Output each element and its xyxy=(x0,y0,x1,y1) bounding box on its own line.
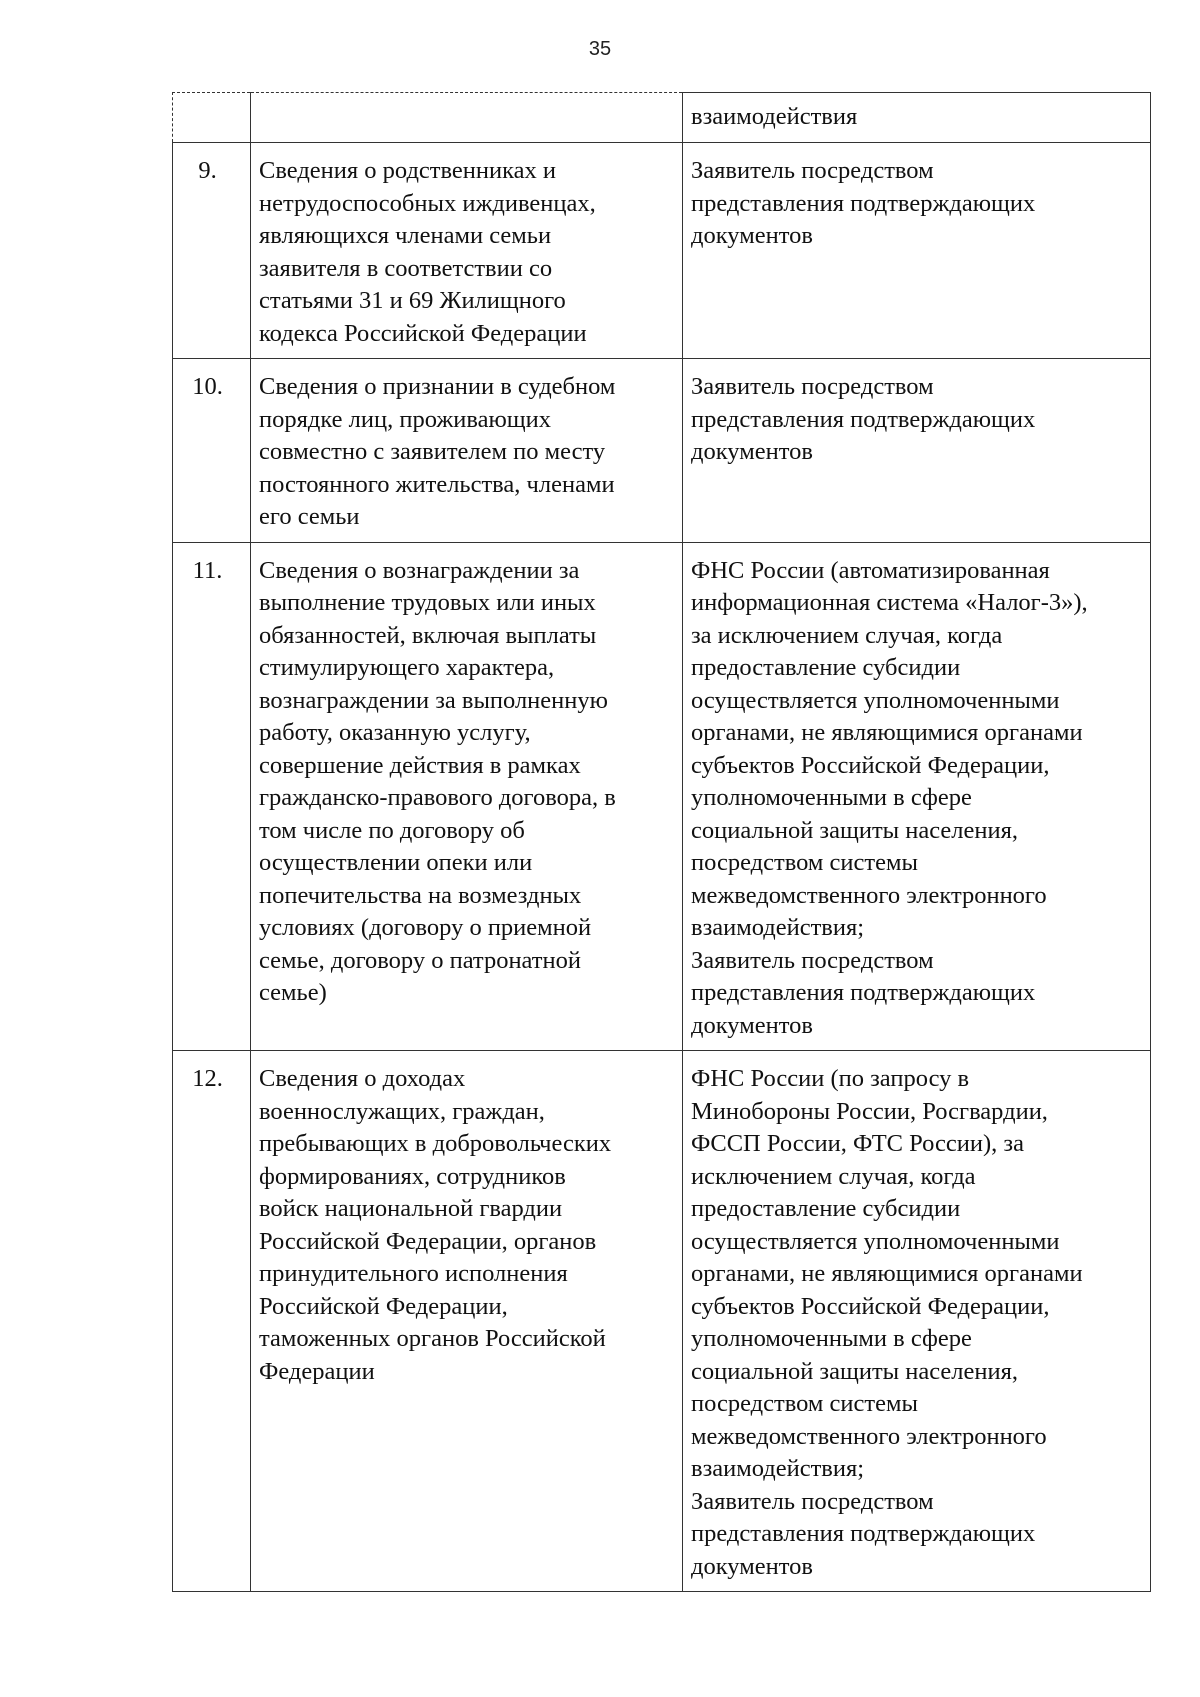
source-text-line: межведомственного электронного xyxy=(691,1422,1047,1450)
page-number: 35 xyxy=(588,38,612,60)
source-text-line: документов xyxy=(691,438,813,465)
information-cell xyxy=(251,1051,683,1592)
table-row xyxy=(173,143,1151,359)
row-number-cell xyxy=(173,1051,251,1592)
source-text-line: за исключением случая, когда xyxy=(691,621,1003,649)
information-text-line: совместно с заявителем по месту xyxy=(259,438,606,465)
information-text-line: заявителя в соответствии со xyxy=(259,254,553,282)
information-text-line: Российской Федерации, органов xyxy=(259,1227,597,1255)
information-text-line: Сведения о доходах xyxy=(259,1065,466,1092)
source-text-line: документов xyxy=(691,222,813,249)
information-text-line: Сведения о родственниках и xyxy=(259,157,557,184)
table-row xyxy=(173,542,1151,1051)
source-text-line: исключением случая, когда xyxy=(691,1162,976,1190)
source-text-line: Минобороны России, Росгвардии, xyxy=(691,1097,1048,1125)
row-number-cell xyxy=(173,143,251,359)
information-text-line: кодекса Российской Федерации xyxy=(259,319,587,347)
information-text-line: выполнение трудовых или иных xyxy=(259,589,596,616)
source-text-line: взаимодействия; xyxy=(691,1455,865,1482)
source-cell xyxy=(683,542,1151,1051)
source-text-line: межведомственного электронного xyxy=(691,881,1047,909)
source-text-line: представления подтверждающих xyxy=(691,1520,1036,1547)
information-text-line: войск национальной гвардии xyxy=(259,1195,563,1222)
information-text-line: стимулирующего характера, xyxy=(259,654,555,681)
information-text-line: гражданско-правового договора, в xyxy=(259,784,616,811)
information-text-line: статьями 31 и 69 Жилищного xyxy=(259,287,566,314)
source-text-line: посредством системы xyxy=(691,1390,918,1417)
information-text-line: обязанностей, включая выплаты xyxy=(259,621,597,649)
source-text-line: ФНС России (автоматизированная xyxy=(691,556,1050,584)
source-text-line: органами, не являющимися органами xyxy=(691,1260,1083,1287)
table-body xyxy=(173,93,1151,1592)
requirements-table xyxy=(172,92,1151,1592)
source-text-line: уполномоченными в сфере xyxy=(691,784,972,811)
information-text-line: порядке лиц, проживающих xyxy=(259,405,552,433)
source-text-line: Заявитель посредством xyxy=(691,157,934,184)
information-text-line: его семьи xyxy=(259,503,360,530)
source-text-line: Заявитель посредством xyxy=(691,1487,934,1515)
row-number: 9. xyxy=(198,157,217,184)
source-cell xyxy=(683,143,1151,359)
information-text-line: таможенных органов Российской xyxy=(259,1325,606,1352)
source-text-line: Заявитель посредством xyxy=(691,373,934,400)
source-cell xyxy=(683,1051,1151,1592)
source-text-line: взаимодействия; xyxy=(691,914,865,941)
information-cell xyxy=(251,542,683,1051)
information-text-line: формированиях, сотрудников xyxy=(259,1162,566,1190)
information-text-line: пребывающих в добровольческих xyxy=(259,1130,612,1157)
table-row xyxy=(173,93,1151,143)
source-text-line: представления подтверждающих xyxy=(691,189,1036,217)
information-text-line: Федерации xyxy=(259,1357,375,1385)
information-text-line: военнослужащих, граждан, xyxy=(259,1097,545,1125)
information-text-line: том числе по договору об xyxy=(259,816,525,844)
source-text-line: осуществляется уполномоченными xyxy=(691,686,1060,714)
source-text-line: осуществляется уполномоченными xyxy=(691,1227,1060,1255)
source-text-line: Заявитель посредством xyxy=(691,946,934,974)
source-text-line: социальной защиты населения, xyxy=(691,1357,1019,1385)
source-text-line: уполномоченными в сфере xyxy=(691,1325,972,1352)
source-text-line: посредством системы xyxy=(691,849,918,876)
source-text-line: представления подтверждающих xyxy=(691,405,1036,433)
source-text-line: представления подтверждающих xyxy=(691,979,1036,1006)
information-text-line: осуществлении опеки или xyxy=(259,849,533,876)
information-text-line: принудительного исполнения xyxy=(259,1260,568,1287)
information-text-line: совершение действия в рамках xyxy=(259,751,581,779)
information-cell xyxy=(251,93,683,143)
source-cell xyxy=(683,93,1151,143)
source-text-line: субъектов Российской Федерации, xyxy=(691,1292,1050,1320)
row-number: 10. xyxy=(192,373,223,400)
information-text-line: постоянного жительства, членами xyxy=(259,470,615,498)
information-cell xyxy=(251,359,683,543)
information-text-line: работу, оказанную услугу, xyxy=(259,719,531,746)
row-number: 11. xyxy=(192,556,223,584)
row-number-cell xyxy=(173,542,251,1051)
row-number: 12. xyxy=(192,1065,223,1092)
source-text-line: ФССП России, ФТС России), за xyxy=(691,1130,1024,1157)
information-text-line: семье) xyxy=(259,979,327,1006)
source-text-line: документов xyxy=(691,1552,813,1580)
information-text-line: семье, договору о патронатной xyxy=(259,946,581,974)
information-text-line: Сведения о вознаграждении за xyxy=(259,556,580,584)
information-cell xyxy=(251,143,683,359)
source-text-line: ФНС России (по запросу в xyxy=(691,1065,970,1092)
source-text-line: предоставление субсидии xyxy=(691,654,961,681)
table-row xyxy=(173,359,1151,543)
source-text-line: предоставление субсидии xyxy=(691,1195,961,1222)
row-number-cell xyxy=(173,93,251,143)
information-text-line: нетрудоспособных иждивенцах, xyxy=(259,189,596,217)
source-text-line: информационная система «Налог-3»), xyxy=(691,589,1088,616)
source-text-line: взаимодействия xyxy=(691,103,858,130)
source-text-line: органами, не являющимися органами xyxy=(691,719,1083,746)
source-text-line: социальной защиты населения, xyxy=(691,816,1019,844)
source-text-line: субъектов Российской Федерации, xyxy=(691,751,1050,779)
information-text-line: условиях (договору о приемной xyxy=(259,914,592,941)
information-text-line: являющихся членами семьи xyxy=(259,222,552,249)
table-row xyxy=(173,1051,1151,1592)
row-number-cell xyxy=(173,359,251,543)
information-text-line: попечительства на возмездных xyxy=(259,881,582,909)
information-text-line: вознаграждении за выполненную xyxy=(259,686,608,714)
information-text-line: Российской Федерации, xyxy=(259,1292,508,1320)
information-text-line: Сведения о признании в судебном xyxy=(259,373,616,400)
source-text-line: документов xyxy=(691,1011,813,1039)
source-cell xyxy=(683,359,1151,543)
